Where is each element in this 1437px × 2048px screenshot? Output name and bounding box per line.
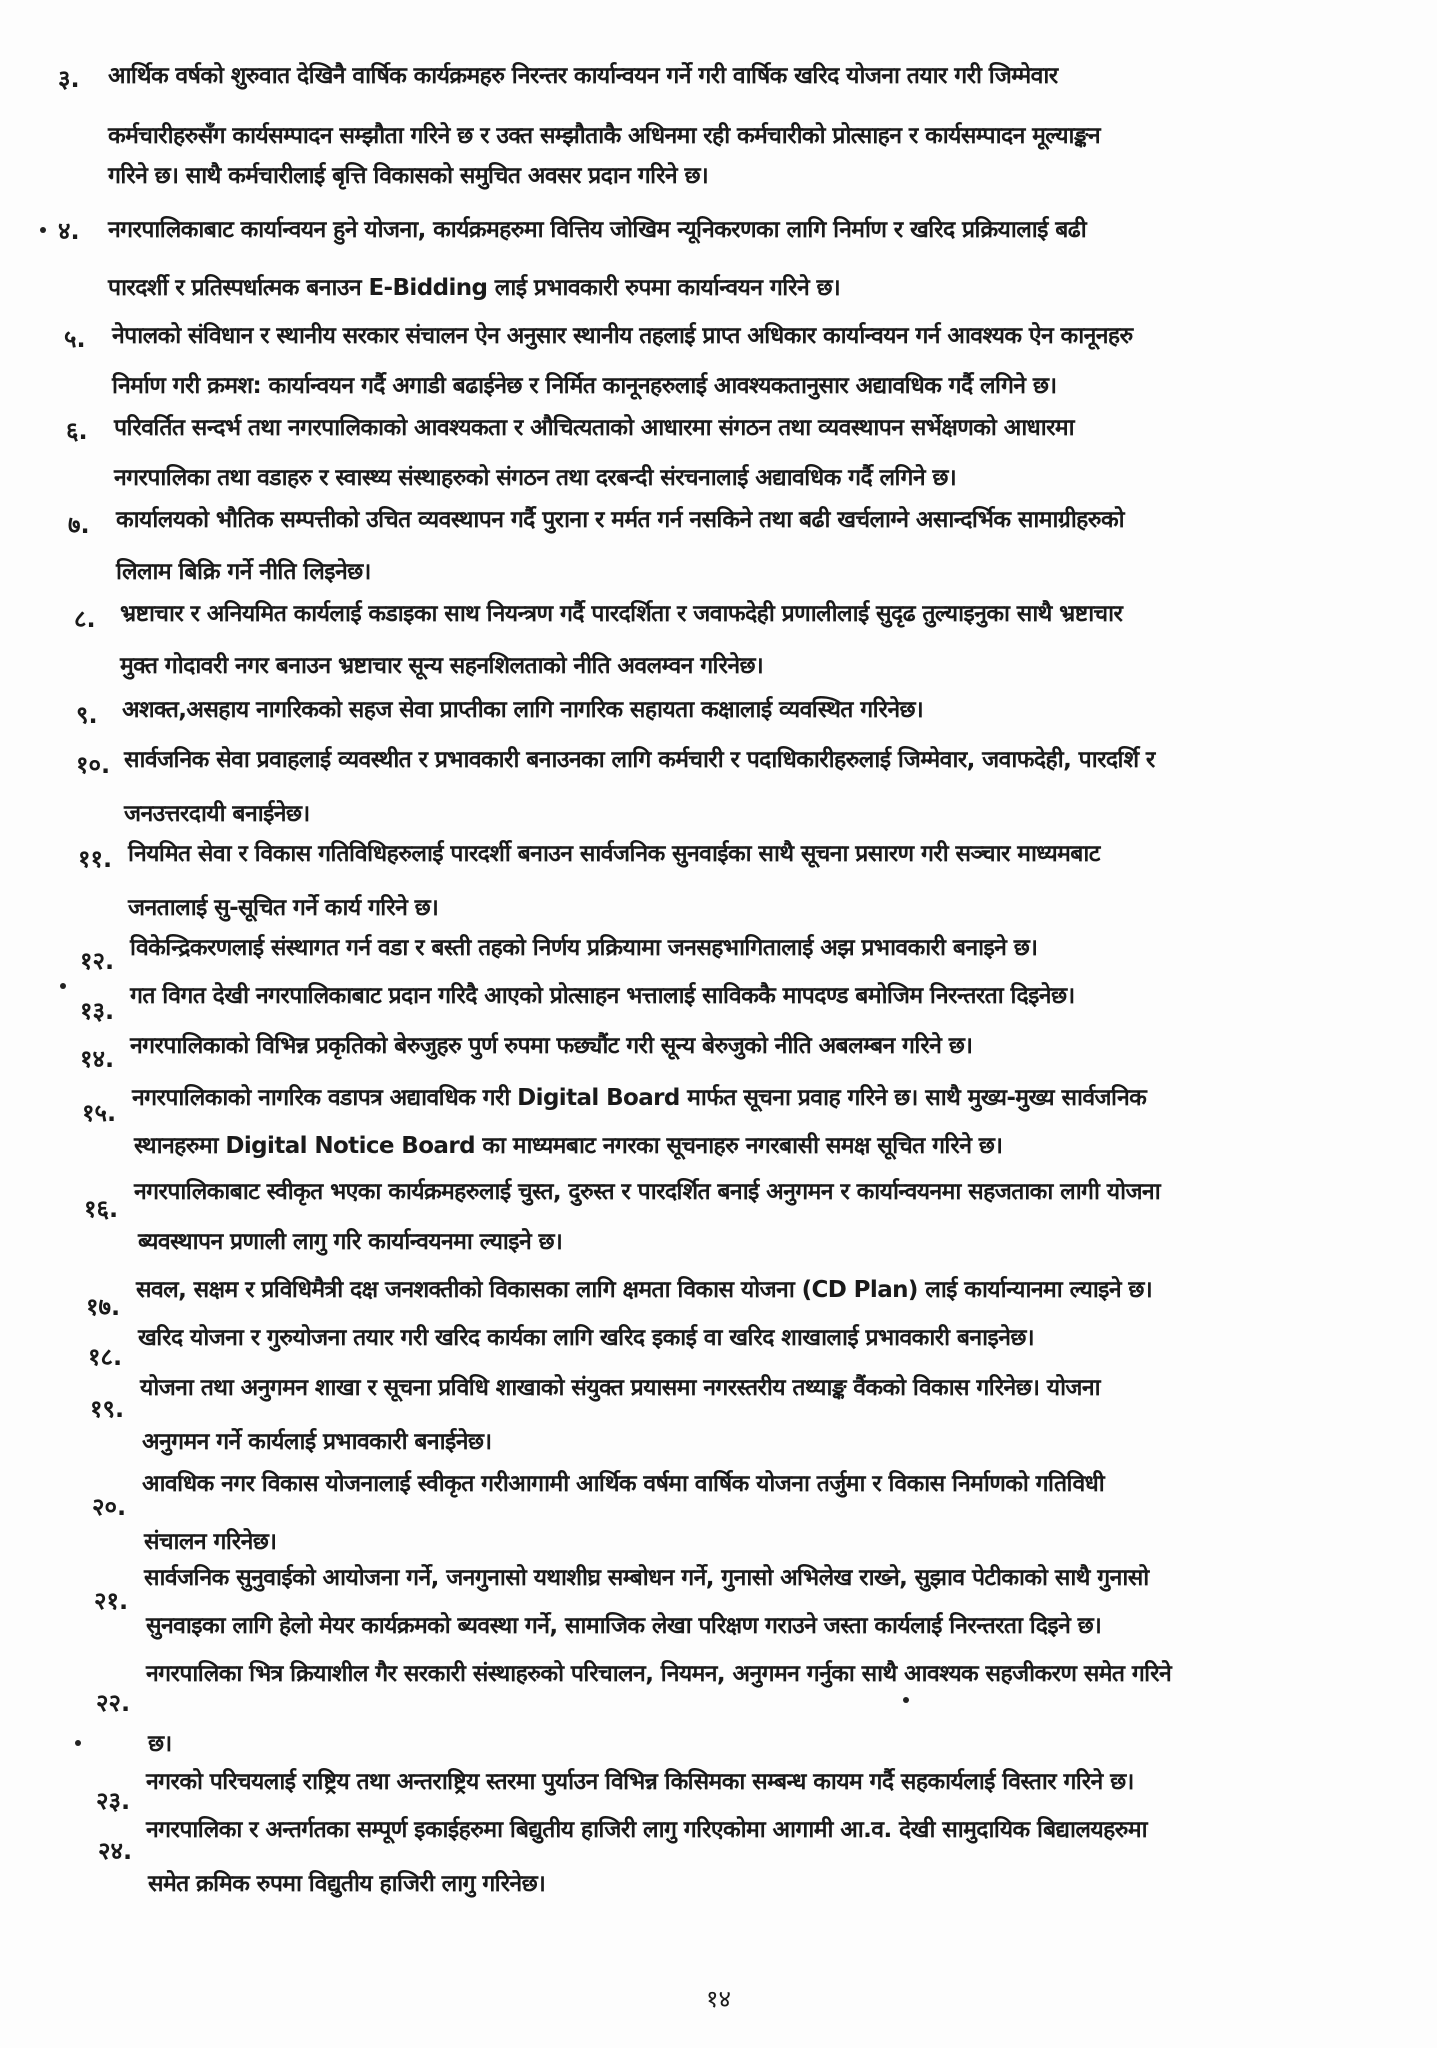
- item-text-line: आर्थिक वर्षको शुरुवात देखिनै वार्षिक कार्यक्रमहरु निरन्तर कार्यान्वयन गर्ने गरी वार्षिक खरिद योजना तयार गरी जिम्मेवार: [108, 63, 1058, 89]
- scan-mark: [40, 227, 46, 233]
- item-text-line: जनतालाई सु-सूचित गर्ने कार्य गरिने छ।: [128, 895, 439, 921]
- item-text-line: समेत क्रमिक रुपमा विद्युतीय हाजिरी लागु गरिनेछ।: [148, 1871, 546, 1897]
- item-number: १३.: [80, 997, 115, 1025]
- item-number: ८.: [74, 605, 96, 633]
- item-number: १२.: [80, 947, 115, 975]
- item-text-line: नगरपालिकाको विभिन्न प्रकृतिको बेरुजुहरु पुर्ण रुपमा फछ्यौंट गरी सून्य बेरुजुको नीति अबलम्बन गरिने छ।: [130, 1033, 973, 1059]
- item-text-line: नगरपालिकाको नागरिक वडापत्र अद्यावधिक गरी Digital Board मार्फत सूचना प्रवाह गरिने छ। साथै मुख्य-मुख्य सार्वजनिक: [132, 1085, 1147, 1111]
- item-text-line: छ।: [148, 1731, 172, 1757]
- item-text-line: कर्मचारीहरुसँग कार्यसम्पादन सम्झौता गरिने छ र उक्त सम्झौताकै अधिनमा रही कर्मचारीको प्रोत्साहन र कार्यसम्पादन मूल्याङ्कन: [108, 123, 1101, 149]
- item-text-line: अनुगमन गर्ने कार्यलाई प्रभावकारी बनाईनेछ।: [142, 1429, 492, 1455]
- item-text-line: स्थानहरुमा Digital Notice Board का माध्यमबाट नगरका सूचनाहरु नगरबासी समक्ष सूचित गरिने छ।: [134, 1133, 1003, 1159]
- item-number: १५.: [82, 1099, 117, 1127]
- item-number: १९.: [90, 1395, 125, 1423]
- item-number: २१.: [94, 1587, 129, 1615]
- item-text-line: ब्यवस्थापन प्रणाली लागु गरि कार्यान्वयनमा ल्याइने छ।: [138, 1229, 563, 1255]
- item-text-line: सार्वजनिक सुनुवाईको आयोजना गर्ने, जनगुनासो यथाशीघ्र सम्बोधन गर्ने, गुनासो अभिलेख राख्ने, सुझाव पेटीकाको साथै गुनासो: [144, 1565, 1149, 1591]
- item-text-line: अशक्त,असहाय नागरिकको सहज सेवा प्राप्तीका लागि नागरिक सहायता कक्षालाई व्यवस्थित गरिनेछ।: [122, 697, 924, 723]
- item-text-line: नगरपालिका र अन्तर्गतका सम्पूर्ण इकाईहरुमा बिद्युतीय हाजिरी लागु गरिएकोमा आगामी आ.व. देखी सामुदायिक बिद्यालयहरुमा: [146, 1817, 1147, 1843]
- item-number: ४.: [58, 217, 80, 245]
- item-number: २०.: [92, 1493, 127, 1521]
- item-text-line: पारदर्शी र प्रतिस्पर्धात्मक बनाउन E-Bidding लाई प्रभावकारी रुपमा कार्यान्वयन गरिने छ।: [108, 275, 841, 301]
- item-text-line: खरिद योजना र गुरुयोजना तयार गरी खरिद कार्यका लागि खरिद इकाई वा खरिद शाखालाई प्रभावकारी बनाइनेछ।: [138, 1325, 1035, 1351]
- item-text-line: परिवर्तित सन्दर्भ तथा नगरपालिकाको आवश्यकता र औचित्यताको आधारमा संगठन तथा व्यवस्थापन सर्भेक्षणको आधारमा: [114, 415, 1075, 441]
- item-number: २४.: [98, 1837, 133, 1865]
- item-text-line: नगरपालिका तथा वडाहरु र स्वास्थ्य संस्थाहरुको संगठन तथा दरबन्दी संरचनालाई अद्यावधिक गर्दै लगिने छ।: [114, 465, 957, 491]
- item-text-line: आवधिक नगर विकास योजनालाई स्वीकृत गरीआगामी आर्थिक वर्षमा वार्षिक योजना तर्जुमा र विकास निर्माणको गतिविधी: [142, 1471, 1105, 1497]
- item-text-line: नगरपालिकाबाट स्वीकृत भएका कार्यक्रमहरुलाई चुस्त, दुरुस्त र पारदर्शित बनाई अनुगमन र कार्यान्वयनमा सहजताका लागी योजना: [134, 1179, 1161, 1205]
- item-text-line: योजना तथा अनुगमन शाखा र सूचना प्रविधि शाखाको संयुक्त प्रयासमा नगरस्तरीय तथ्याङ्क वैंकको विकास गरिनेछ। योजना: [140, 1375, 1101, 1401]
- item-number: २२.: [96, 1689, 131, 1717]
- item-number: १७.: [86, 1293, 121, 1321]
- item-text-line: भ्रष्टाचार र अनियमित कार्यलाई कडाइका साथ नियन्त्रण गर्दै पारदर्शिता र जवाफदेही प्रणालीलाई सुदृढ तुल्याइनुका साथै भ्रष्टाचार: [120, 601, 1123, 627]
- item-text-line: विकेन्द्रिकरणलाई संस्थागत गर्न वडा र बस्ती तहको निर्णय प्रक्रियामा जनसहभागितालाई अझ प्रभावकारी बनाइने छ।: [130, 935, 1038, 961]
- item-text-line: सवल, सक्षम र प्रविधिमैत्री दक्ष जनशक्तीको विकासका लागि क्षमता विकास योजना (CD Plan) लाई कार्यान्यानमा ल्याइने छ।: [136, 1277, 1153, 1303]
- item-text-line: लिलाम बिक्रि गर्ने नीति लिइनेछ।: [116, 559, 371, 585]
- page-number: १४: [706, 1985, 731, 2013]
- item-text-line: मुक्त गोदावरी नगर बनाउन भ्रष्टाचार सून्य सहनशिलताको नीति अवलम्वन गरिनेछ।: [120, 653, 764, 679]
- item-text-line: निर्माण गरी क्रमश: कार्यान्वयन गर्दै अगाडी बढाईनेछ र निर्मित कानूनहरुलाई आवश्यकतानुसार अद्यावधिक गर्दै लगिने छ।: [112, 373, 1057, 399]
- scan-mark: [60, 983, 66, 989]
- item-text-line: जनउत्तरदायी बनाईनेछ।: [124, 801, 310, 827]
- item-number: ६.: [66, 417, 88, 445]
- item-number: ५.: [64, 325, 86, 353]
- item-text-line: संचालन गरिनेछ।: [144, 1529, 277, 1555]
- item-number: १८.: [88, 1343, 123, 1371]
- item-text-line: नेपालको संविधान र स्थानीय सरकार संचालन ऐन अनुसार स्थानीय तहलाई प्राप्त अधिकार कार्यान्वयन गर्न आवश्यक ऐन कानूनहरु: [112, 323, 1133, 349]
- scan-mark: [903, 1697, 909, 1703]
- item-text-line: नगरको परिचयलाई राष्ट्रिय तथा अन्तराष्ट्रिय स्तरमा पुर्याउन विभिन्न किसिमका सम्बन्ध कायम गर्दै सहकार्यलाई विस्तार गरिने छ।: [146, 1769, 1134, 1795]
- item-text-line: सार्वजनिक सेवा प्रवाहलाई व्यवस्थीत र प्रभावकारी बनाउनका लागि कर्मचारी र पदाधिकारीहरुलाई जिम्मेवार, जवाफदेही, पारदर्शि र: [124, 747, 1155, 773]
- item-number: २३.: [96, 1787, 131, 1815]
- item-text-line: सुनवाइका लागि हेलो मेयर कार्यक्रमको ब्यवस्था गर्ने, सामाजिक लेखा परिक्षण गराउने जस्ता कार्यलाई निरन्तरता दिइने छ।: [146, 1613, 1102, 1639]
- item-number: ३.: [58, 65, 80, 93]
- item-text-line: नगरपालिका भित्र क्रियाशील गैर सरकारी संस्थाहरुको परिचालन, नियमन, अनुगमन गर्नुका साथै आवश्यक सहजीकरण समेत गरिने: [146, 1661, 1172, 1687]
- item-text-line: कार्यालयको भौतिक सम्पत्तीको उचित व्यवस्थापन गर्दै पुराना र मर्मत गर्न नसकिने तथा बढी खर्चलाग्ने असान्दर्भिक सामाग्रीहरुको: [116, 507, 1124, 533]
- item-number: ७.: [68, 511, 90, 539]
- item-number: ९.: [76, 701, 98, 729]
- scan-mark: [75, 1740, 81, 1746]
- item-text-line: गरिने छ। साथै कर्मचारीलाई बृत्ति विकासको समुचित अवसर प्रदान गरिने छ।: [108, 163, 709, 189]
- item-text-line: नगरपालिकाबाट कार्यान्वयन हुने योजना, कार्यक्रमहरुमा वित्तिय जोखिम न्यूनिकरणका लागि निर्माण र खरिद प्रक्रियालाई बढी: [108, 217, 1087, 243]
- item-text-line: गत विगत देखी नगरपालिकाबाट प्रदान गरिदै आएको प्रोत्साहन भत्तालाई साविककै मापदण्ड बमोजिम निरन्तरता दिइनेछ।: [130, 983, 1075, 1009]
- item-number: १६.: [84, 1195, 119, 1223]
- item-number: १४.: [80, 1045, 115, 1073]
- item-number: १०.: [76, 751, 111, 779]
- item-number: ११.: [78, 845, 113, 873]
- item-text-line: नियमित सेवा र विकास गतिविधिहरुलाई पारदर्शी बनाउन सार्वजनिक सुनवाईका साथै सूचना प्रसारण गरी सञ्चार माध्यमबाट: [128, 841, 1100, 867]
